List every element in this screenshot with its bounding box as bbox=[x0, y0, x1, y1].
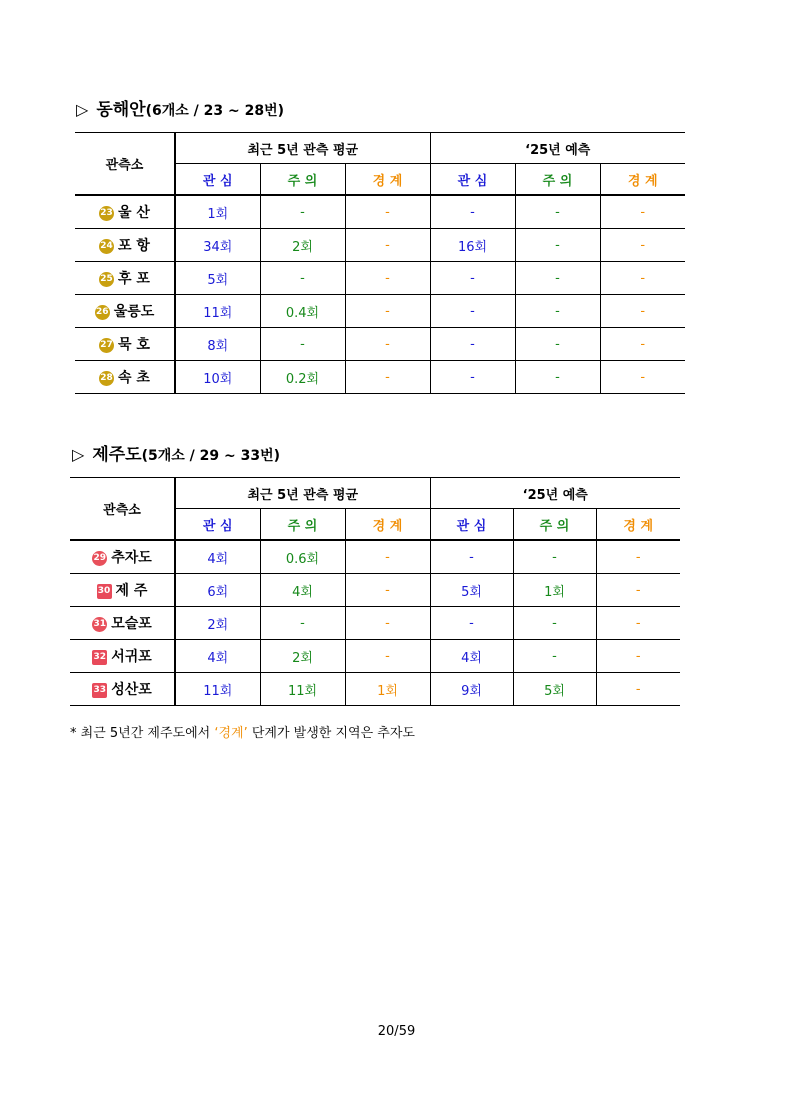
station-name: 울 산 bbox=[118, 205, 150, 221]
count-cell: - bbox=[260, 607, 345, 640]
station-name: 성산포 bbox=[111, 682, 152, 698]
count-cell: 11회 bbox=[175, 295, 260, 328]
footnote-highlight: ‘경계’ bbox=[214, 726, 248, 741]
count-cell: - bbox=[596, 640, 680, 673]
header-level-alert: 경 계 bbox=[600, 164, 685, 196]
count-cell: - bbox=[345, 328, 430, 361]
count-cell: - bbox=[600, 229, 685, 262]
count-cell: - bbox=[596, 540, 680, 574]
count-cell: 8회 bbox=[175, 328, 260, 361]
station-cell bbox=[75, 262, 175, 295]
count-cell: 1회 bbox=[345, 673, 430, 706]
station-number-badge: 23 bbox=[99, 206, 114, 221]
count-cell: - bbox=[345, 361, 430, 394]
count-cell: - bbox=[430, 195, 515, 229]
station-name: 묵 호 bbox=[118, 337, 150, 353]
count-cell: 4회 bbox=[430, 640, 513, 673]
count-cell: - bbox=[600, 262, 685, 295]
count-cell: - bbox=[515, 328, 600, 361]
table-row bbox=[70, 540, 680, 574]
table-row bbox=[70, 640, 680, 673]
header-station: 관측소 bbox=[75, 133, 175, 196]
triangle-right-icon: ▷ bbox=[76, 100, 89, 119]
station-name: 제 주 bbox=[115, 583, 148, 599]
count-cell: - bbox=[345, 574, 430, 607]
table-row bbox=[75, 262, 685, 295]
station-number-badge: 32 bbox=[92, 650, 107, 665]
count-cell: - bbox=[260, 195, 345, 229]
table-row bbox=[75, 328, 685, 361]
section-title-text: 동해안 bbox=[96, 100, 146, 120]
table-row bbox=[70, 673, 680, 706]
count-cell: 11회 bbox=[175, 673, 260, 706]
station-cell bbox=[70, 574, 175, 607]
count-cell: 5회 bbox=[513, 673, 596, 706]
count-cell: - bbox=[345, 640, 430, 673]
table-row bbox=[70, 574, 680, 607]
station-number-badge: 25 bbox=[99, 272, 114, 287]
count-cell: 4회 bbox=[175, 640, 260, 673]
header-forecast: ‘25년 예측 bbox=[430, 478, 680, 509]
east-coast-table bbox=[75, 132, 685, 394]
header-level-alert: 경 계 bbox=[345, 164, 430, 196]
station-number-badge: 26 bbox=[95, 305, 110, 320]
count-cell: - bbox=[513, 540, 596, 574]
header-recent-average: 최근 5년 관측 평균 bbox=[175, 478, 430, 509]
count-cell: - bbox=[515, 295, 600, 328]
header-recent-average: 최근 5년 관측 평균 bbox=[175, 133, 430, 164]
count-cell: 5회 bbox=[175, 262, 260, 295]
table-row bbox=[75, 361, 685, 394]
table-row bbox=[75, 229, 685, 262]
station-cell bbox=[70, 540, 175, 574]
header-station: 관측소 bbox=[70, 478, 175, 541]
count-cell: 1회 bbox=[175, 195, 260, 229]
count-cell: - bbox=[515, 195, 600, 229]
count-cell: 0.4회 bbox=[260, 295, 345, 328]
station-number-badge: 31 bbox=[92, 617, 107, 632]
header-level-attention: 관 심 bbox=[430, 164, 515, 196]
count-cell: - bbox=[345, 195, 430, 229]
count-cell: - bbox=[345, 607, 430, 640]
station-cell bbox=[75, 328, 175, 361]
triangle-right-icon: ▷ bbox=[72, 445, 85, 464]
count-cell: - bbox=[515, 361, 600, 394]
count-cell: - bbox=[600, 328, 685, 361]
table-row bbox=[75, 295, 685, 328]
count-cell: - bbox=[515, 229, 600, 262]
station-cell bbox=[75, 195, 175, 229]
count-cell: - bbox=[596, 607, 680, 640]
header-forecast: ‘25년 예측 bbox=[430, 133, 685, 164]
station-cell bbox=[75, 295, 175, 328]
station-name: 울릉도 bbox=[113, 304, 155, 320]
section-title-jeju bbox=[72, 440, 280, 465]
count-cell: 9회 bbox=[430, 673, 513, 706]
count-cell: 34회 bbox=[175, 229, 260, 262]
count-cell: - bbox=[430, 607, 513, 640]
count-cell: 4회 bbox=[260, 574, 345, 607]
station-name: 추자도 bbox=[111, 550, 152, 566]
station-cell bbox=[70, 640, 175, 673]
section-subtitle: (6개소 / 23 ~ 28번) bbox=[145, 103, 285, 119]
station-cell bbox=[75, 229, 175, 262]
count-cell: 10회 bbox=[175, 361, 260, 394]
station-number-badge: 24 bbox=[99, 239, 114, 254]
count-cell: - bbox=[430, 328, 515, 361]
count-cell: 1회 bbox=[513, 574, 596, 607]
station-cell bbox=[70, 607, 175, 640]
count-cell: - bbox=[430, 361, 515, 394]
header-level-alert: 경 계 bbox=[596, 509, 680, 541]
table-row bbox=[75, 195, 685, 229]
station-name: 서귀포 bbox=[111, 649, 152, 665]
section-subtitle: (5개소 / 29 ~ 33번) bbox=[141, 448, 281, 464]
header-level-caution: 주 의 bbox=[260, 509, 345, 541]
header-level-attention: 관 심 bbox=[175, 509, 260, 541]
count-cell: - bbox=[600, 195, 685, 229]
header-level-caution: 주 의 bbox=[513, 509, 596, 541]
header-level-attention: 관 심 bbox=[175, 164, 260, 196]
station-cell bbox=[75, 361, 175, 394]
count-cell: - bbox=[596, 673, 680, 706]
count-cell: 2회 bbox=[260, 640, 345, 673]
footnote-prefix: * 최근 5년간 제주도에서 bbox=[70, 726, 215, 741]
station-cell bbox=[70, 673, 175, 706]
count-cell: - bbox=[260, 328, 345, 361]
station-name: 후 포 bbox=[118, 271, 150, 287]
station-number-badge: 33 bbox=[92, 683, 107, 698]
count-cell: - bbox=[513, 640, 596, 673]
station-number-badge: 27 bbox=[99, 338, 114, 353]
count-cell: 2회 bbox=[260, 229, 345, 262]
count-cell: - bbox=[596, 574, 680, 607]
jeju-table bbox=[70, 477, 680, 706]
count-cell: - bbox=[515, 262, 600, 295]
count-cell: - bbox=[430, 295, 515, 328]
count-cell: 6회 bbox=[175, 574, 260, 607]
count-cell: - bbox=[260, 262, 345, 295]
count-cell: - bbox=[345, 540, 430, 574]
count-cell: 4회 bbox=[175, 540, 260, 574]
station-name: 포 항 bbox=[118, 238, 150, 254]
station-number-badge: 30 bbox=[97, 584, 112, 599]
footnote bbox=[70, 722, 415, 741]
count-cell: 0.2회 bbox=[260, 361, 345, 394]
station-number-badge: 28 bbox=[99, 371, 114, 386]
section-title-east-coast bbox=[76, 95, 284, 120]
count-cell: - bbox=[513, 607, 596, 640]
station-name: 속 초 bbox=[118, 370, 150, 386]
header-level-alert: 경 계 bbox=[345, 509, 430, 541]
table-row bbox=[70, 607, 680, 640]
footnote-suffix: 단계가 발생한 지역은 추자도 bbox=[247, 726, 415, 741]
count-cell: - bbox=[430, 540, 513, 574]
count-cell: - bbox=[430, 262, 515, 295]
count-cell: 16회 bbox=[430, 229, 515, 262]
count-cell: - bbox=[345, 262, 430, 295]
count-cell: 2회 bbox=[175, 607, 260, 640]
count-cell: - bbox=[345, 229, 430, 262]
count-cell: - bbox=[600, 361, 685, 394]
station-number-badge: 29 bbox=[92, 551, 107, 566]
count-cell: - bbox=[345, 295, 430, 328]
section-title-text: 제주도 bbox=[92, 445, 142, 465]
count-cell: 0.6회 bbox=[260, 540, 345, 574]
header-level-caution: 주 의 bbox=[515, 164, 600, 196]
header-level-attention: 관 심 bbox=[430, 509, 513, 541]
count-cell: 5회 bbox=[430, 574, 513, 607]
page-number: 20/59 bbox=[377, 1024, 416, 1039]
count-cell: - bbox=[600, 295, 685, 328]
count-cell: 11회 bbox=[260, 673, 345, 706]
station-name: 모슬포 bbox=[111, 616, 152, 632]
header-level-caution: 주 의 bbox=[260, 164, 345, 196]
